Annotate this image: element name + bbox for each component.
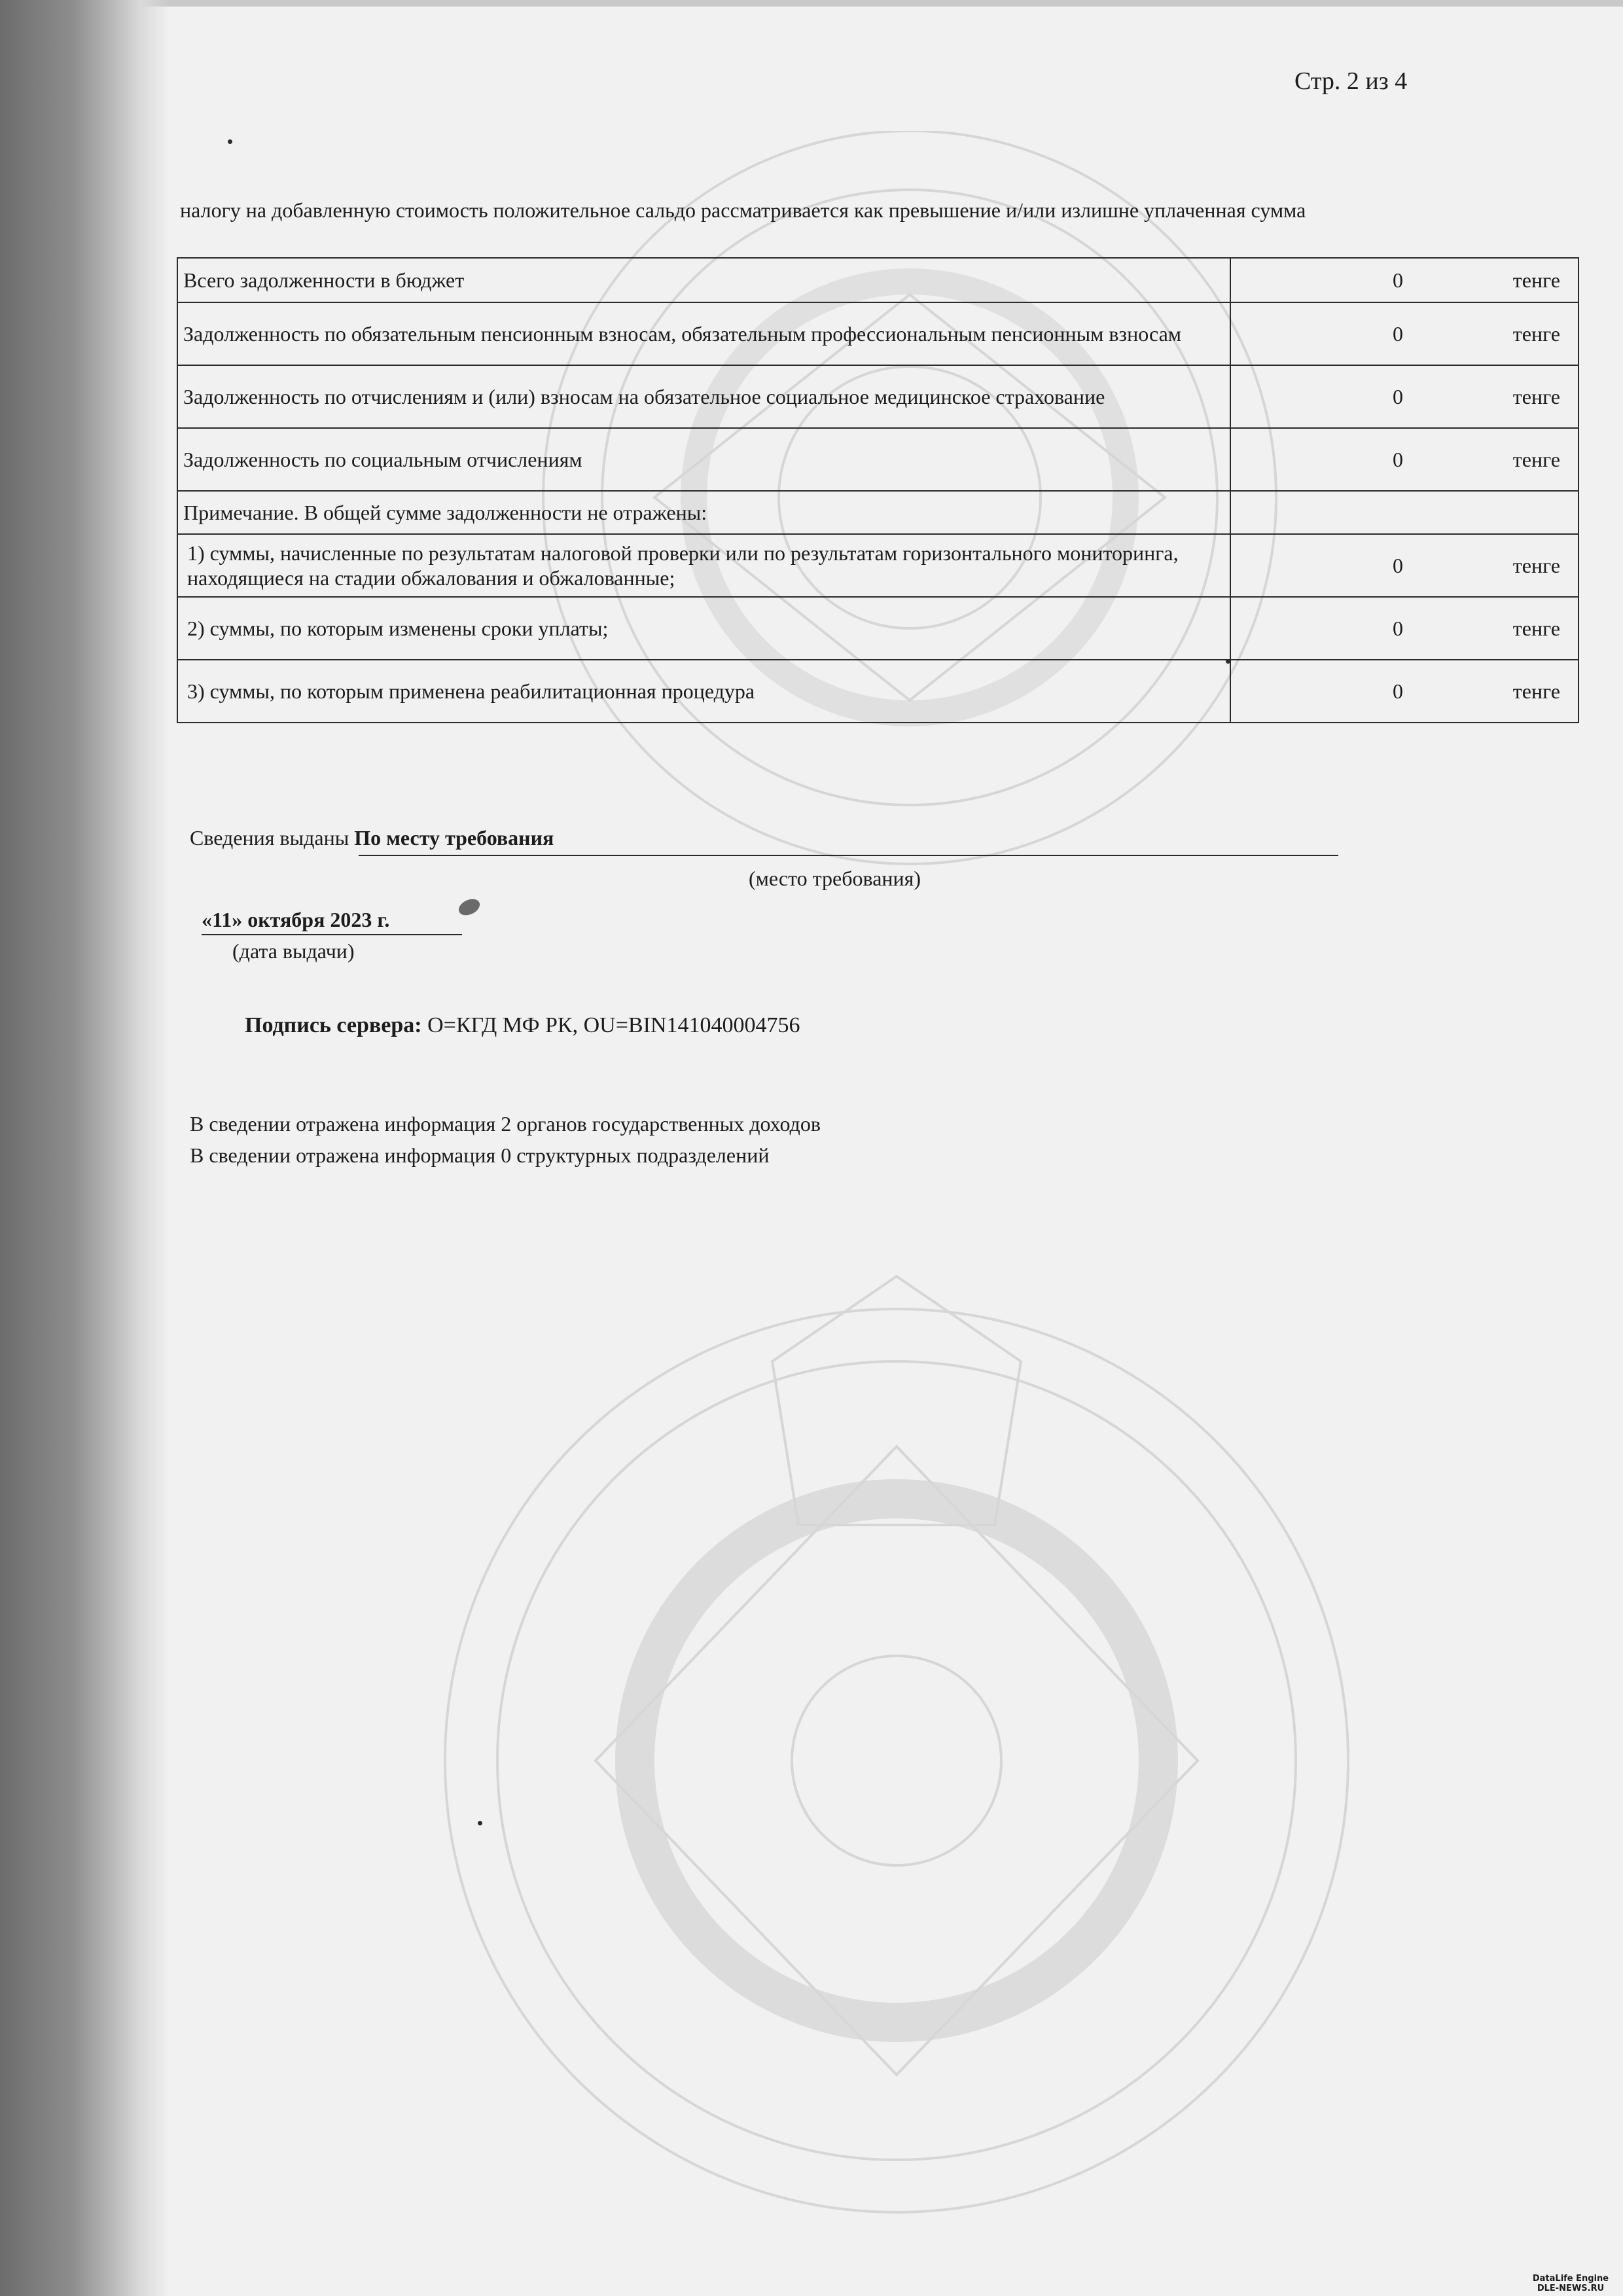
page-number: Стр. 2 из 4	[1294, 67, 1408, 95]
table-row	[177, 365, 1578, 428]
table-row	[177, 302, 1578, 365]
info-line-structural-units: В сведении отражена информация 0 структурных подразделений	[190, 1143, 770, 1167]
row-label: 1) суммы, начисленные по результатам налоговой проверки или по результатам горизонтального мониторинга, находящиеся на стадии обжалования и обжалованные;	[177, 534, 1230, 597]
row-value: 0	[1393, 616, 1403, 640]
ink-blot	[456, 896, 482, 918]
row-unit: тенге	[1512, 268, 1560, 292]
issued-to	[190, 826, 1338, 850]
row-value: 0	[1393, 384, 1403, 408]
row-label: Задолженность по социальным отчислениям	[177, 428, 1230, 491]
place-caption: (место требования)	[749, 867, 921, 890]
row-unit: тенге	[1512, 447, 1560, 471]
note-title: Примечание. В общей сумме задолженности не отражены:	[177, 491, 1230, 534]
row-label: 3) суммы, по которым применена реабилитационная процедура	[177, 660, 1230, 723]
row-label: 2) суммы, по которым изменены сроки уплаты;	[177, 597, 1230, 660]
row-value: 0	[1393, 447, 1403, 471]
row-value: 0	[1393, 321, 1403, 346]
row-value-cell	[1230, 534, 1578, 597]
date-underline	[202, 934, 462, 935]
row-unit: тенге	[1512, 616, 1560, 640]
row-unit: тенге	[1512, 553, 1560, 577]
footer-watermark	[1518, 2274, 1623, 2293]
row-value: 0	[1393, 553, 1403, 577]
row-value-cell	[1230, 302, 1578, 365]
server-signature	[245, 1013, 800, 1038]
debt-table	[177, 257, 1579, 723]
issued-underline	[359, 855, 1338, 856]
row-value-cell	[1230, 365, 1578, 428]
row-unit: тенге	[1512, 679, 1560, 703]
table-row	[177, 660, 1578, 723]
issued-label: Сведения выданы	[190, 826, 355, 850]
intro-text: налогу на добавленную стоимость положительное сальдо рассматривается как превышение и/или излишне уплаченная сумма	[180, 198, 1306, 222]
signature-value: O=КГД МФ РК, OU=BIN141040004756	[421, 1013, 800, 1037]
table-row-note	[177, 491, 1578, 534]
row-label: Задолженность по отчислениям и (или) взносам на обязательное социальное медицинское страхование	[177, 365, 1230, 428]
date-caption: (дата выдачи)	[232, 939, 355, 963]
footer-line-2: DLE-NEWS.RU	[1537, 2284, 1605, 2293]
footer-line-1: DataLife Engine	[1532, 2274, 1609, 2284]
signature-label: Подпись сервера:	[245, 1013, 422, 1037]
issued-value: По месту требования	[354, 826, 554, 850]
table-row	[177, 428, 1578, 491]
document-page	[59, 7, 1623, 2296]
note-empty-cell	[1230, 491, 1578, 534]
row-unit: тенге	[1512, 384, 1560, 408]
ink-dot	[228, 139, 232, 144]
watermark-seal-lower	[406, 1198, 1387, 2271]
info-line-revenue-organs: В сведении отражена информация 2 органов государственных доходов	[190, 1112, 821, 1136]
ink-dot	[478, 1821, 482, 1825]
row-value-cell	[1230, 660, 1578, 723]
row-value-cell	[1230, 258, 1578, 302]
row-value-cell	[1230, 597, 1578, 660]
row-label: Всего задолженности в бюджет	[177, 258, 1230, 302]
row-label: Задолженность по обязательным пенсионным взносам, обязательным профессиональным пенсионным взносам	[177, 302, 1230, 365]
row-unit: тенге	[1512, 321, 1560, 346]
table-row	[177, 597, 1578, 660]
scan-binding-shadow	[0, 0, 170, 2296]
issue-date: «11» октября 2023 г.	[202, 908, 390, 931]
row-value-cell	[1230, 428, 1578, 491]
row-value: 0	[1393, 679, 1403, 703]
table-row	[177, 258, 1578, 302]
row-value: 0	[1393, 268, 1403, 292]
table-row	[177, 534, 1578, 597]
